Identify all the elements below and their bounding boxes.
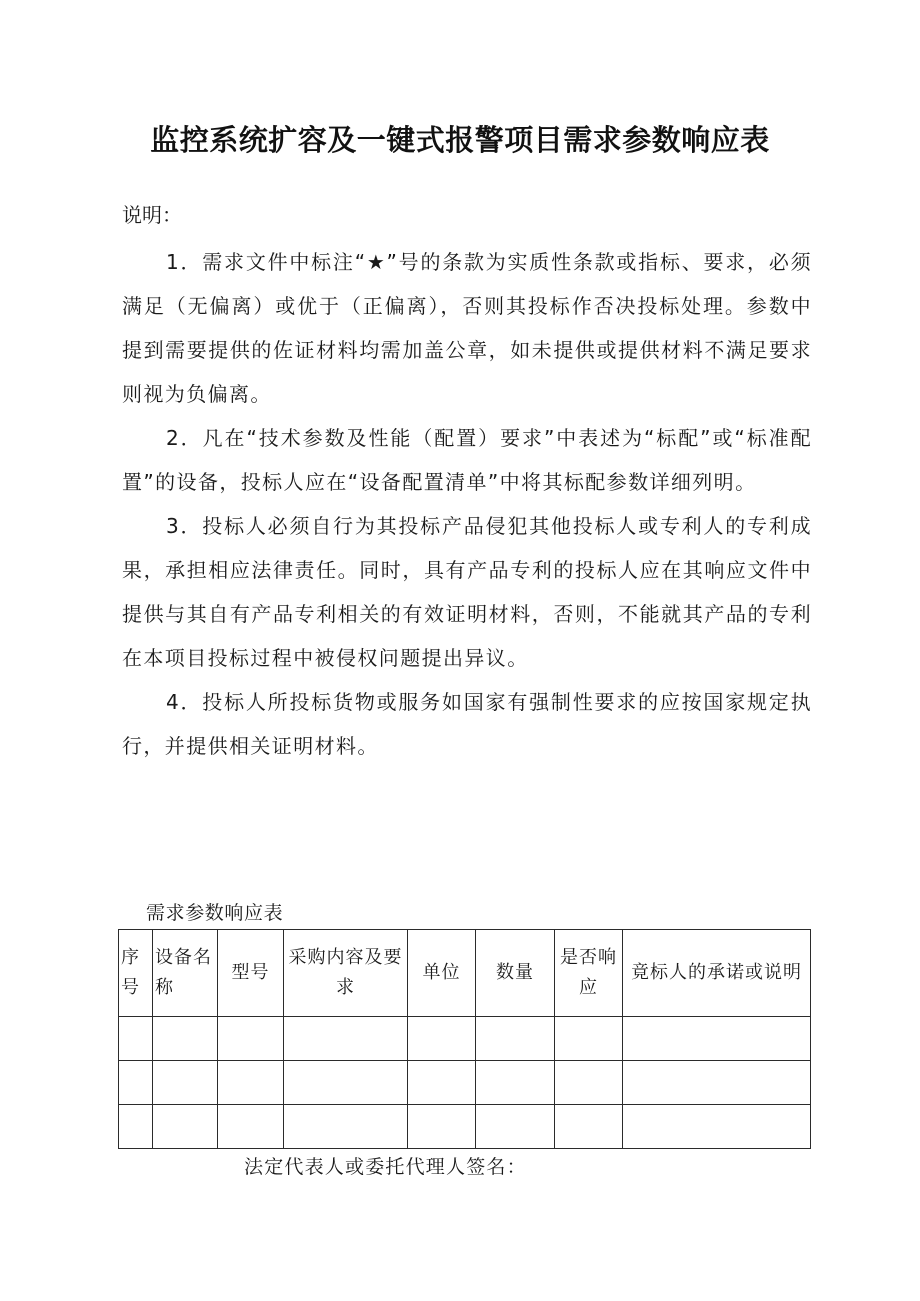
cell-unit[interactable] (408, 1105, 476, 1149)
cell-content[interactable] (284, 1017, 408, 1061)
cell-device-name[interactable] (153, 1105, 218, 1149)
header-seq: 序号 (119, 930, 153, 1017)
cell-quantity[interactable] (476, 1017, 555, 1061)
cell-seq[interactable] (119, 1017, 153, 1061)
cell-commitment[interactable] (623, 1061, 811, 1105)
note-item-4: 4．投标人所投标货物或服务如国家有强制性要求的应按国家规定执行，并提供相关证明材料。 (122, 690, 812, 758)
cell-quantity[interactable] (476, 1105, 555, 1149)
cell-respond[interactable] (555, 1061, 623, 1105)
cell-respond[interactable] (555, 1105, 623, 1149)
note-item-1: 1．需求文件中标注“★”号的条款为实质性条款或指标、要求，必须满足（无偏离）或优于（正偏离），否则其投标作否决投标处理。参数中提到需要提供的佐证材料均需加盖公章，如未提供或提供材料不满足要求则视为负偏离。 (122, 250, 812, 406)
table-header-row (119, 930, 811, 1017)
cell-quantity[interactable] (476, 1061, 555, 1105)
table-row (119, 1017, 811, 1061)
table-row (119, 1105, 811, 1149)
cell-unit[interactable] (408, 1061, 476, 1105)
note-item-3: 3．投标人必须自行为其投标产品侵犯其他投标人或专利人的专利成果，承担相应法律责任。同时，具有产品专利的投标人应在其响应文件中提供与其自有产品专利相关的有效证明材料，否则，不能就其产品的专利在本项目投标过程中被侵权问题提出异议。 (122, 514, 812, 670)
header-respond: 是否响应 (555, 930, 623, 1017)
table-row (119, 1061, 811, 1105)
cell-seq[interactable] (119, 1105, 153, 1149)
cell-model[interactable] (218, 1061, 284, 1105)
note-item-2: 2．凡在“技术参数及性能（配置）要求”中表述为“标配”或“标准配置”的设备，投标人应在“设备配置清单”中将其标配参数详细列明。 (122, 426, 812, 494)
response-table (118, 929, 811, 1149)
header-device-name: 设备名称 (153, 930, 218, 1017)
intro-label: 说明： (122, 203, 182, 227)
table-caption: 需求参数响应表 (146, 902, 284, 924)
cell-model[interactable] (218, 1105, 284, 1149)
header-unit: 单位 (408, 930, 476, 1017)
notes-list (122, 240, 812, 768)
header-commitment: 竟标人的承诺或说明 (623, 930, 811, 1017)
page-title: 监控系统扩容及一键式报警项目需求参数响应表 (150, 123, 770, 157)
cell-device-name[interactable] (153, 1017, 218, 1061)
cell-device-name[interactable] (153, 1061, 218, 1105)
header-content: 采购内容及要求 (284, 930, 408, 1017)
header-quantity: 数量 (476, 930, 555, 1017)
cell-seq[interactable] (119, 1061, 153, 1105)
cell-unit[interactable] (408, 1017, 476, 1061)
cell-content[interactable] (284, 1105, 408, 1149)
cell-commitment[interactable] (623, 1105, 811, 1149)
cell-model[interactable] (218, 1017, 284, 1061)
cell-commitment[interactable] (623, 1017, 811, 1061)
header-model: 型号 (218, 930, 284, 1017)
cell-content[interactable] (284, 1061, 408, 1105)
signature-label: 法定代表人或委托代理人签名： (244, 1156, 527, 1178)
cell-respond[interactable] (555, 1017, 623, 1061)
